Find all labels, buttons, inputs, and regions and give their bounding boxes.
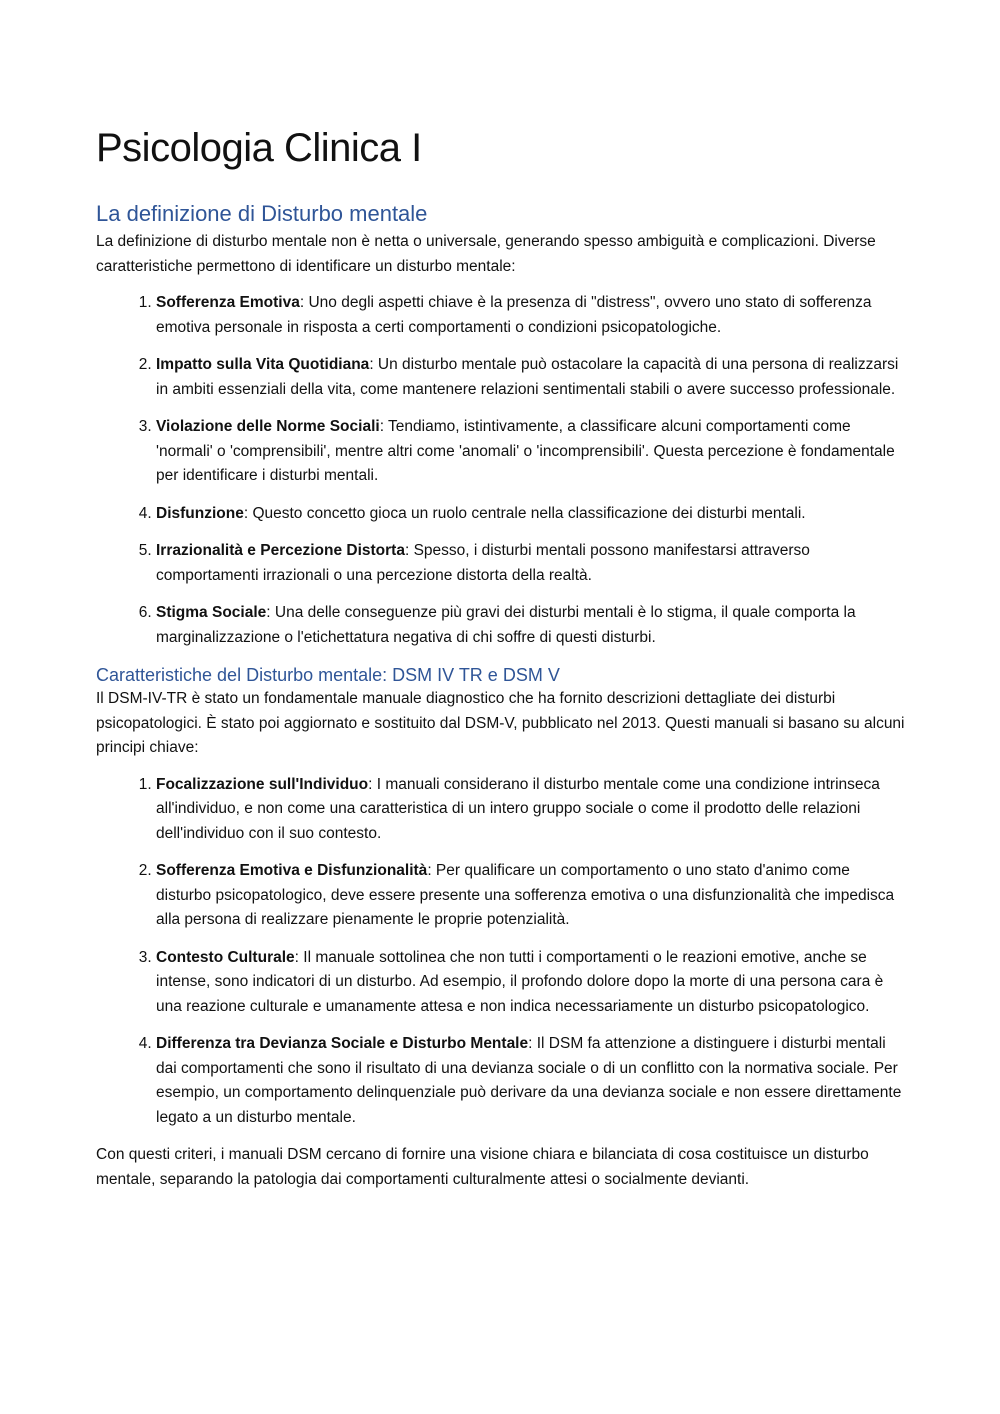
list-item (156, 773, 908, 847)
list-item-term: Sofferenza Emotiva (156, 294, 300, 311)
list-item-text: : Il manuale sottolinea che non tutti i comportamenti o le reazioni emotive, anche se intense, sono indicatori di un disturbo. Ad esempio, il profondo dolore dopo la morte di una persona cara è una reazione culturale e umanamente attesa e non indica necessariamente un disturbo psicopatologico. (156, 948, 884, 1015)
list-item-term: Irrazionalità e Percezione Distorta (156, 542, 405, 559)
section-intro-dsm: Il DSM-IV-TR è stato un fondamentale manuale diagnostico che ha fornito descrizioni dettagliate dei disturbi psicopatologici. È stato poi aggiornato e sostituito dal DSM-V, pubblicato nel 2013. Questi manuali si basano su alcuni principi chiave: (96, 690, 905, 756)
section-heading-dsm: Caratteristiche del Disturbo mentale: DSM IV TR e DSM V (96, 665, 560, 685)
closing-paragraph: Con questi criteri, i manuali DSM cercano di fornire una visione chiara e bilanciata di cosa costituisce un disturbo mentale, separando la patologia dai comportamenti culturalmente attesi o socialmente devianti. (96, 1146, 869, 1188)
list-item-text: : I manuali considerano il disturbo mentale come una condizione intrinseca all'individuo, e non come una caratteristica di un intero gruppo sociale o come il prodotto delle relazioni dell'individuo con il suo contesto. (156, 775, 880, 842)
list-item-term: Disfunzione (156, 504, 244, 522)
document-title: Psicologia Clinica I (96, 126, 422, 170)
definition-list (96, 291, 908, 650)
list-item-term: Stigma Sociale (156, 604, 267, 621)
list-item (156, 353, 908, 402)
list-item (156, 539, 908, 588)
list-item-text: : Una delle conseguenze più gravi dei disturbi mentali è lo stigma, il quale comporta la marginalizzazione o l'etichettatura negativa di chi soffre di questi disturbi. (156, 604, 856, 646)
list-item-term: Impatto sulla Vita Quotidiana (156, 356, 370, 373)
section-heading-definition: La definizione di Disturbo mentale (96, 201, 428, 226)
list-item-text: : Questo concetto gioca un ruolo centrale nella classificazione dei disturbi mentali. (243, 504, 806, 522)
document-page (96, 120, 908, 1192)
dsm-principles-list (96, 773, 908, 1131)
list-item-term: Focalizzazione sull'Individuo (156, 775, 369, 793)
list-item-text: : Il DSM fa attenzione a distinguere i disturbi mentali dai comportamenti che sono il risultato di una devianza sociale o di un conflitto con la normativa sociale. Per esempio, un comportamento delinquenziale può derivare da una devianza sociale e non essere direttamente legato a un disturbo mentale. (156, 1035, 902, 1126)
list-item-text: : Tendiamo, istintivamente, a classificare alcuni comportamenti come 'normali' o 'comprensibili', mentre altri come 'anomali' o 'incomprensibili'. Questa percezione è fondamentale per identificare i disturbi mentali. (156, 418, 895, 484)
list-item (156, 415, 908, 489)
list-item (156, 946, 908, 1020)
list-item (156, 601, 908, 650)
list-item-text: : Uno degli aspetti chiave è la presenza di "distress", ovvero uno stato di sofferenza emotiva personale in risposta a certi comportamenti o condizioni psicopatologiche. (156, 294, 872, 336)
list-item-text: : Spesso, i disturbi mentali possono manifestarsi attraverso comportamenti irrazionali o una percezione distorta della realtà. (156, 542, 810, 584)
list-item (156, 502, 908, 527)
section-intro-definition: La definizione di disturbo mentale non è netta o universale, generando spesso ambiguità e complicazioni. Diverse caratteristiche permettono di identificare un disturbo mentale: (96, 233, 876, 275)
list-item-term: Differenza tra Devianza Sociale e Disturbo Mentale (156, 1035, 529, 1052)
list-item (156, 859, 908, 933)
list-item (156, 1032, 908, 1130)
list-item-term: Violazione delle Norme Sociali (156, 418, 380, 435)
list-item (156, 291, 908, 340)
list-item-term: Contesto Culturale (156, 948, 295, 966)
list-item-text: : Per qualificare un comportamento o uno stato d'animo come disturbo psicopatologico, deve essere presente una sofferenza emotiva o una disfunzionalità che impedisca alla persona di realizzare pienamente le proprie potenzialità. (156, 862, 895, 928)
list-item-text: : Un disturbo mentale può ostacolare la capacità di una persona di realizzarsi in ambiti essenziali della vita, come mantenere relazioni sentimentali stabili o avere successo professionale. (156, 356, 899, 398)
list-item-term: Sofferenza Emotiva e Disfunzionalità (156, 862, 428, 879)
